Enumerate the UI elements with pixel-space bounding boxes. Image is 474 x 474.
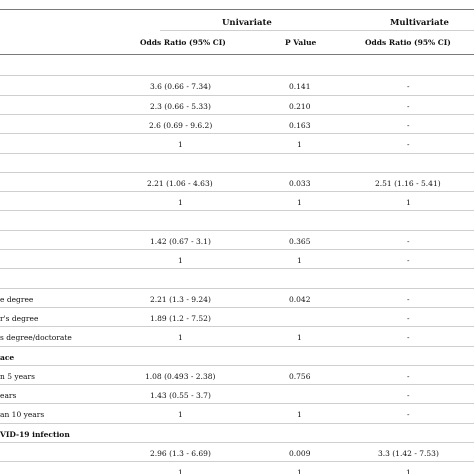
- multi-odds-ratio-cell: -: [407, 410, 410, 419]
- uni-p-value-cell: 1: [297, 333, 302, 342]
- multi-odds-ratio-cell: 3.3 (1.42 - 7.53): [378, 449, 439, 458]
- uni-odds-ratio-header: Odds Ratio (95% CI): [140, 38, 226, 47]
- row-label: e degree: [0, 295, 34, 304]
- row-divider: [0, 346, 474, 347]
- multi-odds-ratio-cell: -: [407, 314, 410, 323]
- uni-p-value-header: P Value: [285, 38, 317, 47]
- uni-odds-ratio-cell: 1.42 (0.67 - 3.1): [150, 237, 211, 246]
- uni-p-value-cell: 0.756: [289, 372, 311, 381]
- row-divider: [0, 326, 474, 327]
- multivariate-header: Multivariate: [390, 18, 449, 28]
- column-header-rule: [0, 54, 474, 55]
- group-header-rule: [160, 30, 474, 31]
- row-divider: [0, 230, 474, 231]
- uni-odds-ratio-cell: 1.43 (0.55 - 3.7): [150, 391, 211, 400]
- row-divider: [0, 191, 474, 192]
- row-divider: [0, 288, 474, 289]
- uni-odds-ratio-cell: 1: [178, 410, 183, 419]
- uni-p-value-cell: 0.009: [289, 449, 311, 458]
- multi-odds-ratio-cell: -: [407, 121, 410, 130]
- uni-odds-ratio-cell: 2.21 (1.06 - 4.63): [147, 179, 213, 188]
- row-divider: [0, 307, 474, 308]
- multi-odds-ratio-cell: -: [407, 237, 410, 246]
- row-divider: [0, 442, 474, 443]
- row-label: an 10 years: [0, 410, 45, 419]
- row-divider: [0, 133, 474, 134]
- uni-p-value-cell: 0.033: [289, 179, 311, 188]
- uni-p-value-cell: 1: [297, 256, 302, 265]
- multi-odds-ratio-cell: -: [407, 256, 410, 265]
- row-divider: [0, 384, 474, 385]
- uni-odds-ratio-cell: 2.21 (1.3 - 9.24): [150, 295, 211, 304]
- multi-odds-ratio-cell: -: [407, 295, 410, 304]
- uni-p-value-cell: 1: [297, 410, 302, 419]
- uni-odds-ratio-cell: 1: [178, 140, 183, 149]
- row-label: ace: [0, 353, 15, 362]
- uni-p-value-cell: 0.042: [289, 295, 311, 304]
- uni-odds-ratio-cell: 1: [178, 333, 183, 342]
- row-divider: [0, 95, 474, 96]
- multi-odds-ratio-cell: -: [407, 372, 410, 381]
- multi-odds-ratio-cell: -: [407, 140, 410, 149]
- row-divider: [0, 423, 474, 424]
- row-label: ears: [0, 391, 17, 400]
- uni-odds-ratio-cell: 1: [178, 256, 183, 265]
- row-divider: [0, 365, 474, 366]
- uni-odds-ratio-cell: 1.89 (1.2 - 7.52): [150, 314, 211, 323]
- uni-p-value-cell: 0.163: [289, 121, 311, 130]
- multi-odds-ratio-header: Odds Ratio (95% CI): [365, 38, 451, 47]
- uni-odds-ratio-cell: 1: [178, 198, 183, 207]
- multi-odds-ratio-cell: -: [407, 391, 410, 400]
- uni-p-value-cell: 1: [297, 140, 302, 149]
- univariate-header: Univariate: [222, 18, 272, 28]
- uni-odds-ratio-cell: 1.08 (0.493 - 2.38): [145, 372, 216, 381]
- uni-odds-ratio-cell: 1: [178, 468, 183, 474]
- uni-p-value-cell: 0.365: [289, 237, 311, 246]
- uni-odds-ratio-cell: 3.6 (0.66 - 7.34): [150, 82, 211, 91]
- uni-odds-ratio-cell: 2.6 (0.69 - 9.6.2): [149, 121, 213, 130]
- uni-p-value-cell: 0.141: [289, 82, 311, 91]
- multi-odds-ratio-cell: 2.51 (1.16 - 5.41): [375, 179, 441, 188]
- multi-odds-ratio-cell: -: [407, 82, 410, 91]
- uni-odds-ratio-cell: 2.96 (1.3 - 6.69): [150, 449, 211, 458]
- uni-p-value-cell: 0.210: [289, 102, 311, 111]
- uni-p-value-cell: 1: [297, 198, 302, 207]
- row-label: n 5 years: [0, 372, 35, 381]
- row-divider: [0, 403, 474, 404]
- row-divider: [0, 172, 474, 173]
- multi-odds-ratio-cell: -: [407, 102, 410, 111]
- uni-p-value-cell: 1: [297, 468, 302, 474]
- table-top-rule: [0, 9, 474, 10]
- multi-odds-ratio-cell: 1: [406, 198, 411, 207]
- multi-odds-ratio-cell: 1: [406, 468, 411, 474]
- row-label: r's degree: [0, 314, 39, 323]
- row-label: VID-19 infection: [0, 430, 70, 439]
- multi-odds-ratio-cell: -: [407, 333, 410, 342]
- row-divider: [0, 153, 474, 154]
- row-divider: [0, 249, 474, 250]
- row-divider: [0, 461, 474, 462]
- row-divider: [0, 210, 474, 211]
- row-divider: [0, 268, 474, 269]
- row-label: s degree/doctorate: [0, 333, 72, 342]
- uni-odds-ratio-cell: 2.3 (0.66 - 5.33): [150, 102, 211, 111]
- row-divider: [0, 114, 474, 115]
- row-divider: [0, 75, 474, 76]
